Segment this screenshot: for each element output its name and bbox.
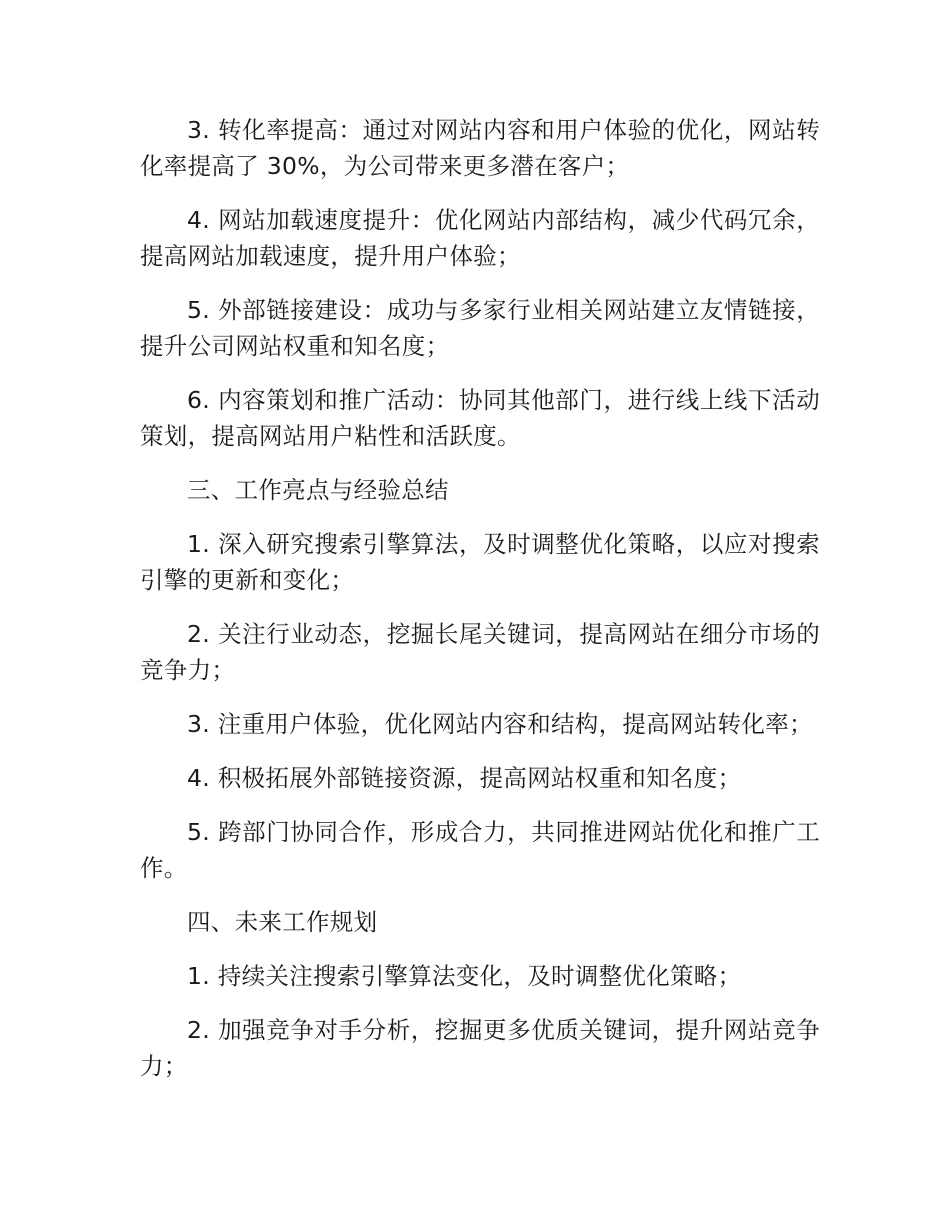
paragraph-load-speed: 4. 网站加载速度提升：优化网站内部结构，减少代码冗余，提高网站加载速度，提升用户体验； [140,206,820,270]
paragraph-highlight-4: 4. 积极拓展外部链接资源，提高网站权重和知名度； [187,764,742,792]
paragraph-highlight-2: 2. 关注行业动态，挖掘长尾关键词，提高网站在细分市场的竞争力； [140,620,820,684]
section-heading-highlights: 三、工作亮点与经验总结 [187,476,449,504]
paragraph-highlight-3: 3. 注重用户体验，优化网站内容和结构，提高网站转化率； [187,710,813,738]
paragraph-plan-1: 1. 持续关注搜索引擎算法变化，及时调整优化策略； [187,962,742,990]
paragraph-highlight-1: 1. 深入研究搜索引擎算法，及时调整优化策略，以应对搜索引擎的更新和变化； [140,530,820,594]
paragraph-external-links: 5. 外部链接建设：成功与多家行业相关网站建立友情链接，提升公司网站权重和知名度； [140,296,820,360]
paragraph-highlight-5: 5. 跨部门协同合作，形成合力，共同推进网站优化和推广工作。 [140,818,820,882]
paragraph-plan-2: 2. 加强竞争对手分析，挖掘更多优质关键词，提升网站竞争力； [140,1016,820,1080]
section-heading-future-plan: 四、未来工作规划 [187,908,378,936]
paragraph-content-planning: 6. 内容策划和推广活动：协同其他部门，进行线上线下活动策划，提高网站用户粘性和活跃度。 [140,386,820,450]
document-body [140,112,820,1102]
paragraph-conversion-rate: 3. 转化率提高：通过对网站内容和用户体验的优化，网站转化率提高了 30%，为公司带来更多潜在客户； [140,116,820,180]
